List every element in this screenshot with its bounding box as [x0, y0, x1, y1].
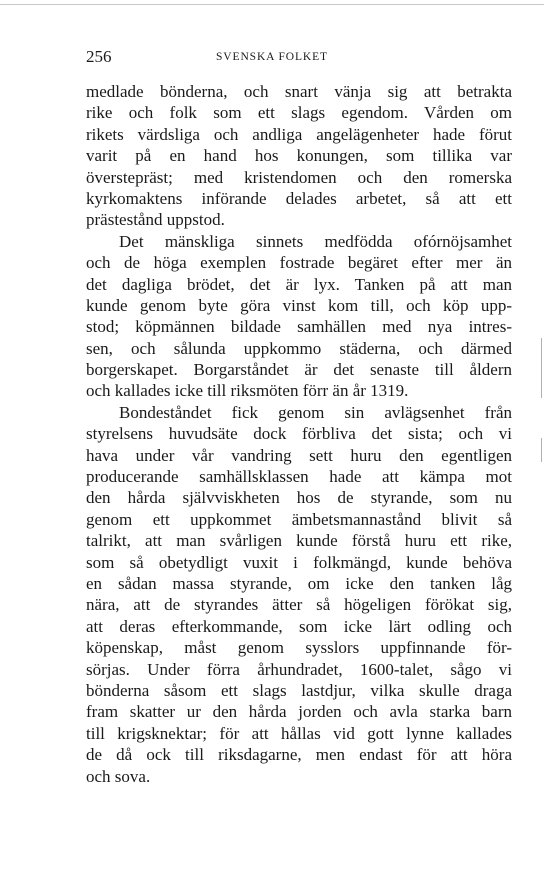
- text-line: Det mänskliga sinnets medfödda ofórnöjsamhet: [119, 231, 512, 251]
- text-line: som så obetydligt vuxit i folkmängd, kunde behöva: [86, 552, 512, 572]
- text-line: talrikt, att man svårligen kunde förstå huru ett rike,: [86, 531, 512, 551]
- text-line: styrelsens huvudsäte dock förbliva det sista; och vi: [86, 424, 512, 444]
- text-line: kyrkomaktens införande delades arbetet, så att ett: [86, 188, 512, 208]
- text-line: genom ett uppkommet ämbetsmannastånd blivit så: [86, 509, 512, 529]
- text-line: nära, att de styrandes ätter så högeligen förökat sig,: [86, 595, 512, 615]
- text-line: sörjas. Under förra århundradet, 1600-talet, sågo vi: [86, 659, 512, 679]
- text-line: rike och folk som ett slags egendom. Vården om: [86, 103, 512, 123]
- text-line: prästestånd uppstod.: [86, 210, 225, 230]
- text-line: medlade bönderna, och snart vänja sig att betrakta: [86, 82, 512, 101]
- body-text: [86, 81, 512, 787]
- text-line: Bondeståndet fick genom sin avlägsenhet från: [119, 402, 512, 422]
- text-line: fram skatter ur den hårda jorden och avla starka barn: [86, 702, 512, 722]
- text-line: det dagliga brödet, det är lyx. Tanken på att man: [86, 274, 512, 294]
- top-scan-edge-rule: [0, 4, 544, 5]
- text-line: en sådan massa styrande, om icke den tanken låg: [86, 573, 512, 593]
- text-line: producerande samhällsklassen hade att kämpa mot: [86, 467, 512, 487]
- text-line: hava under vår vandring sett huru den egentligen: [86, 445, 512, 465]
- text-line: bönderna såsom ett slags lastdjur, vilka skulle draga: [86, 680, 512, 700]
- text-line: sen, och sålunda uppkommo städerna, och därmed: [86, 338, 512, 358]
- text-line: borgerskapet. Borgarståndet är det senaste till åldern: [86, 360, 512, 380]
- text-line: till krigsknektar; för att hållas vid gott lynne kallades: [86, 723, 512, 743]
- text-line: att deras efterkommande, som icke lärt odling och: [86, 616, 512, 636]
- text-line: kunde genom byte göra vinst kom till, och köp upp-: [86, 295, 512, 315]
- right-scan-edge-mark: [541, 338, 542, 398]
- text-line: den hårda självviskheten hos de styrande, som nu: [86, 488, 512, 508]
- text-line: köpenskap, måst genom sysslors uppfinnande för-: [86, 638, 512, 658]
- running-head: SVENSKA FOLKET: [216, 51, 328, 63]
- text-line: stod; köpmännen bildade samhällen med nya intres-: [86, 317, 512, 337]
- text-line: och de höga exemplen fostrade begäret efter mer än: [86, 253, 512, 273]
- text-line: de då ock till riksdagarne, men endast för att höra: [86, 745, 512, 765]
- text-line: och sova.: [86, 766, 151, 786]
- text-line: varit på en hand hos konungen, som tillika var: [86, 146, 512, 166]
- text-line: överstepräst; med kristendomen och den romerska: [86, 167, 512, 187]
- page-number: 256: [86, 47, 112, 66]
- text-line: rikets värdsliga och andliga angelägenheter hade förut: [86, 124, 512, 144]
- text-line: och kallades icke till riksmöten förr än år 1319.: [86, 381, 409, 401]
- right-scan-edge-mark: [541, 438, 542, 462]
